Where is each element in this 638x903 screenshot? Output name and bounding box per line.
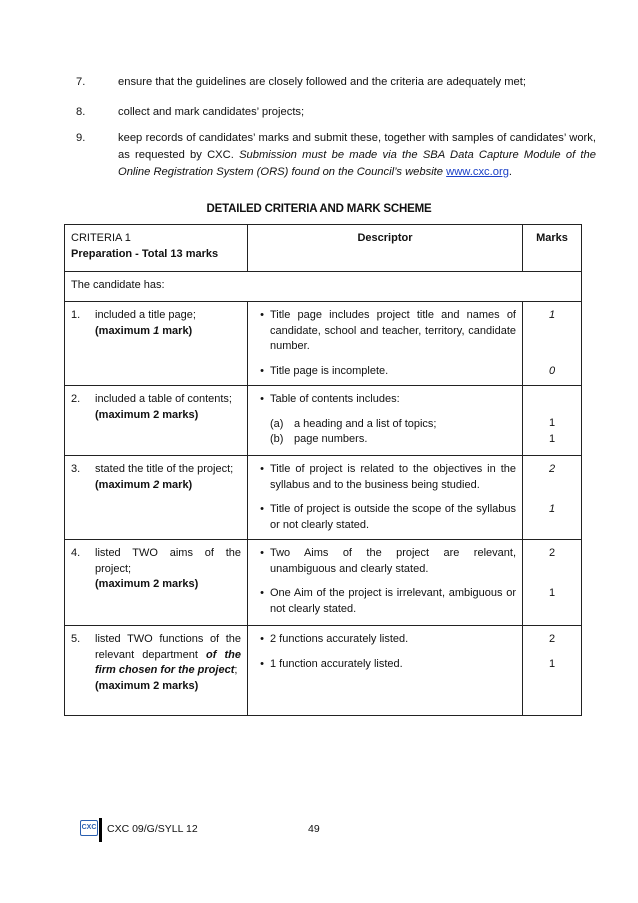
section-heading: DETAILED CRITERIA AND MARK SCHEME [206,203,432,215]
list-text-italic: Submission must be made via the SBA Data Capture Module of the Online Registration System (ORS) found on the Council’s website [118,149,596,178]
criterion-max: (maximum 2 marks) [95,679,199,692]
criteria-subtitle: Preparation - Total 13 marks [71,247,219,260]
cxc-website-link[interactable]: www.cxc.org [446,166,509,178]
descriptor-cell [248,540,523,626]
marks-cell [523,456,582,540]
cxc-logo-icon: CXC [80,820,98,836]
syllabus-code: CXC 09/G/SYLL 12 [107,823,198,835]
mark-value: 2 [548,547,556,559]
list-text-plain: keep records of candidates’ marks and submit these, together with samples of candidates’ work, as requested by CXC. [118,132,596,161]
criterion-max: (maximum 1 mark) [95,324,193,337]
criterion-number: 5. [71,633,81,645]
list-number: 9. [76,132,86,144]
list-item [76,74,596,91]
table-header-row [65,225,582,272]
mark-value: 0 [548,364,556,377]
table-row [65,456,582,540]
marks-cell [523,386,582,456]
descriptor-bullet: • 2 functions accurately listed. [254,632,516,648]
descriptor-subitem: (b) page numbers. [270,433,368,445]
descriptor-bullet: • Title of project is outside the scope of the syllabus or not clearly stated. [254,502,516,533]
criterion-text: stated the title of the project; [95,463,234,475]
descriptor-cell [248,386,523,456]
descriptor-bullet: • Table of contents includes: [254,392,516,408]
descriptor-bullet: • 1 function accurately listed. [254,657,516,673]
bullet-icon: • [260,309,264,321]
page-footer [80,818,480,844]
bullet-icon: • [260,364,264,377]
list-text: collect and mark candidates’ projects; [118,106,305,118]
mark-value: 2 [548,463,556,475]
bullet-icon: • [260,587,264,599]
list-text-end: . [508,166,513,178]
mark-value: 1 [548,417,556,429]
criterion-cell [65,626,248,716]
criterion-text: included a title page; [95,309,196,321]
intro-row [65,272,582,302]
criterion-max: (maximum 2 marks) [95,408,199,421]
list-text [118,130,596,181]
marks-cell [523,540,582,626]
descriptor-header: Descriptor [248,225,523,272]
descriptor-bullet: • Two Aims of the project are relevant, unambiguous and clearly stated. [254,546,516,577]
criterion-number: 3. [71,463,81,475]
criterion-text: included a table of contents; [95,393,232,405]
bullet-icon: • [260,393,264,405]
descriptor-bullet: • One Aim of the project is irrelevant, ambiguous or not clearly stated. [254,586,516,617]
descriptor-bullet: • Title page is incomplete. [254,364,516,380]
descriptor-cell [248,456,523,540]
bullet-icon: • [260,657,264,670]
descriptor-bullet: • Title of project is related to the objectives in the syllabus and to the business being studied. [254,462,516,493]
intro-cell: The candidate has: [65,272,582,302]
table-row [65,302,582,386]
descriptor-cell [248,626,523,716]
mark-value: 1 [548,586,556,599]
descriptor-cell [248,302,523,386]
bullet-icon: • [260,463,264,475]
bullet-icon: • [260,503,264,515]
mark-value: 1 [548,309,556,321]
criterion-text: listed TWO aims of the project; [95,547,241,575]
mark-value: 2 [548,633,556,645]
table-row [65,386,582,456]
list-number: 7. [76,76,86,88]
bullet-icon: • [260,633,264,645]
criteria-header-cell [65,225,248,272]
footer-divider [99,818,102,842]
mark-value: 1 [548,502,556,515]
descriptor-bullet: • Title page includes project title and names of candidate, school and teacher, territory, candidate number. [254,308,516,355]
criterion-cell [65,540,248,626]
mark-value: 1 [548,657,556,670]
list-item [76,104,596,121]
table-row [65,540,582,626]
criterion-max: (maximum 2 marks) [95,578,199,590]
table-row [65,626,582,716]
mark-scheme-table [64,224,582,716]
list-text: ensure that the guidelines are closely followed and the criteria are adequately met; [118,76,526,88]
criterion-cell [65,386,248,456]
criterion-text: listed TWO functions of the relevant department of the firm chosen for the project; [95,633,241,676]
criterion-number: 4. [71,547,81,559]
criterion-number: 1. [71,309,81,321]
marks-header: Marks [523,225,582,272]
marks-cell [523,626,582,716]
criterion-cell [65,302,248,386]
list-item [76,130,596,181]
page-number: 49 [308,823,320,835]
criterion-max: (maximum 2 mark) [95,478,193,491]
marks-cell [523,302,582,386]
bullet-icon: • [260,547,264,559]
list-number: 8. [76,106,86,118]
mark-value: 1 [548,432,556,445]
criterion-cell [65,456,248,540]
descriptor-subitem: (a) a heading and a list of topics; [270,417,437,430]
criterion-number: 2. [71,393,81,405]
criteria-title: CRITERIA 1 [71,232,131,244]
